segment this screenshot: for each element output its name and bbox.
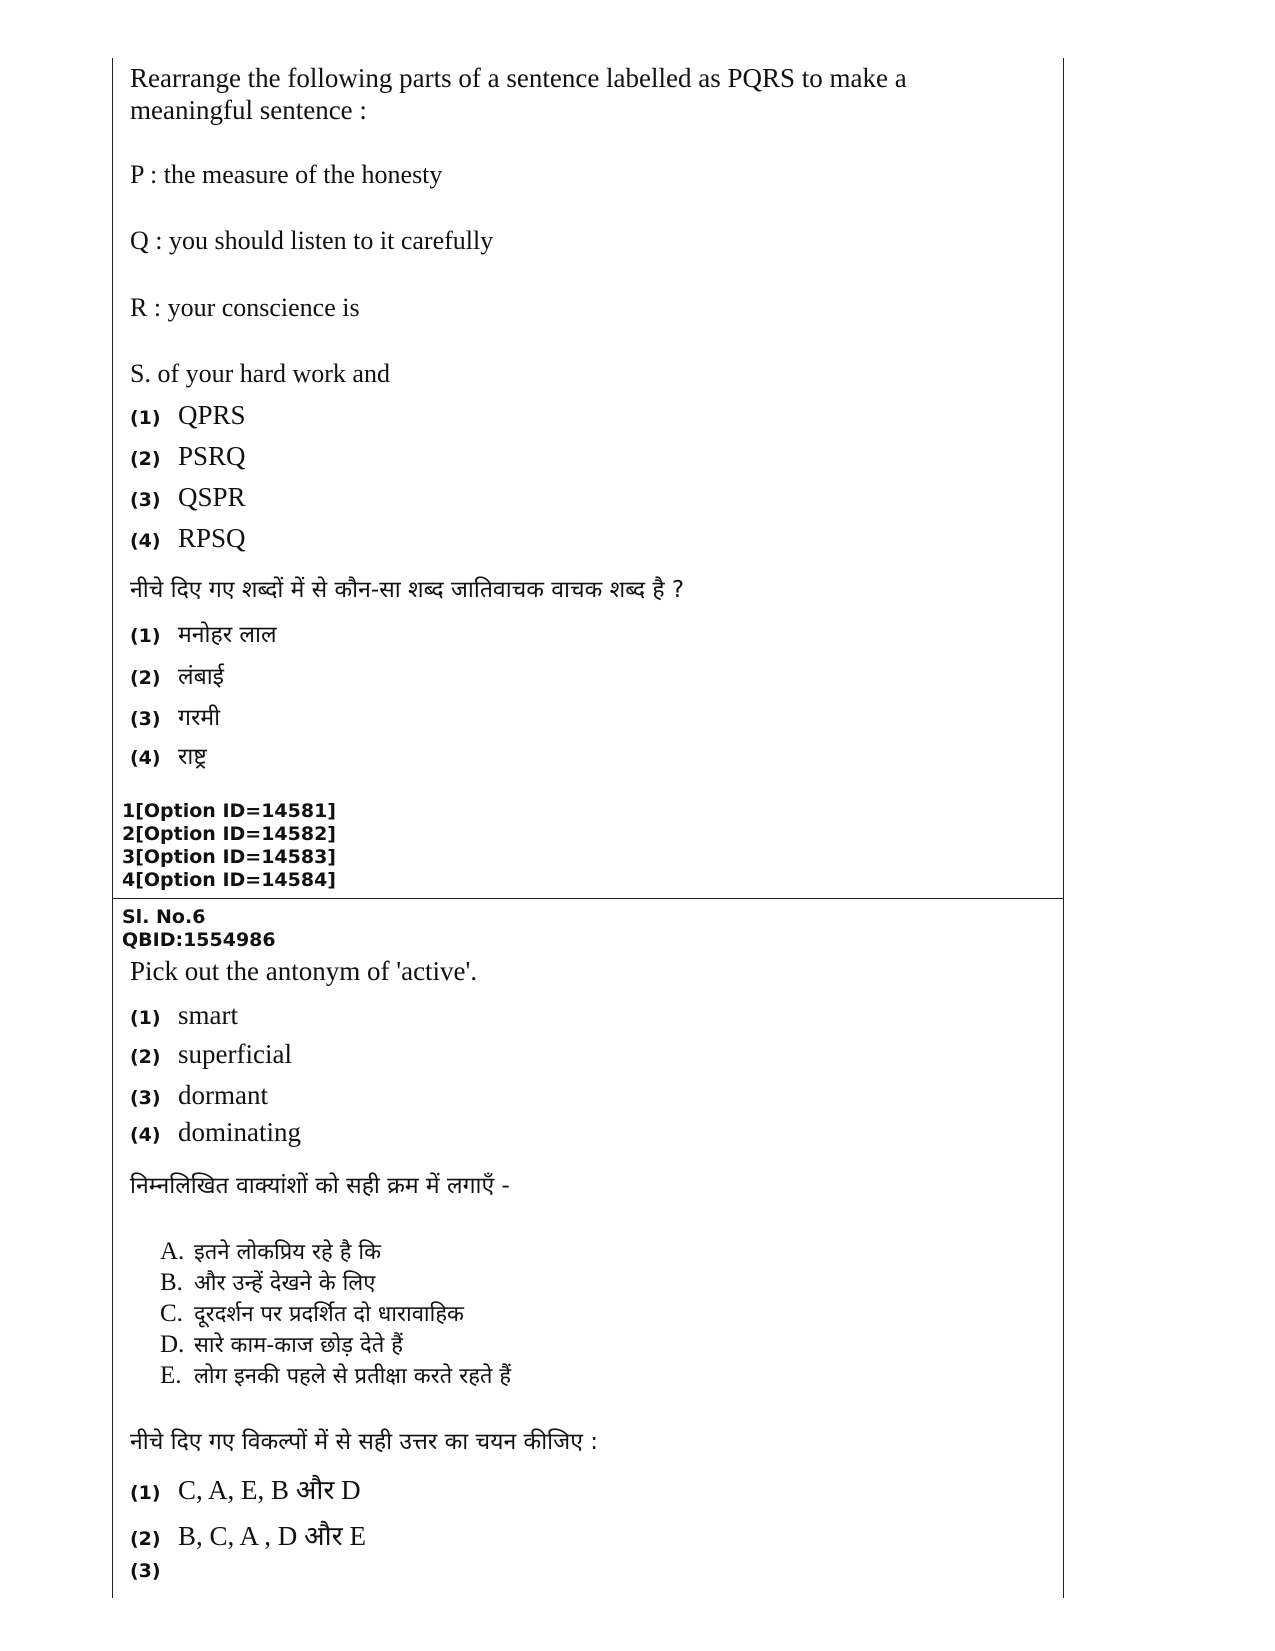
option-3[interactable] [130, 1080, 268, 1111]
option-id-3: 3[Option ID=14583] [122, 846, 336, 868]
option-id-2: 2[Option ID=14582] [122, 823, 336, 845]
option-text: लंबाई [178, 664, 224, 690]
hindi-option-2[interactable] [130, 659, 224, 691]
option-number: (1) [130, 1007, 161, 1029]
phrase-text: दूरदर्शन पर प्रदर्शित दो धारावाहिक [194, 1302, 464, 1327]
sentence-part-q: Q : you should listen to it carefully [130, 226, 494, 255]
phrase-item-d [160, 1329, 403, 1359]
right-border [1063, 58, 1064, 1598]
option-1[interactable] [130, 400, 246, 431]
phrase-label: C. [160, 1300, 183, 1327]
option-text: मनोहर लाल [178, 622, 277, 648]
option-number: (3) [130, 1087, 161, 1109]
option-id-1: 1[Option ID=14581] [122, 800, 336, 822]
option-number: (1) [130, 625, 161, 647]
hindi-option-1[interactable] [130, 1470, 361, 1507]
hindi-option-4[interactable] [130, 739, 207, 771]
phrase-label: D. [160, 1331, 185, 1358]
serial-number: Sl. No.6 [122, 906, 206, 928]
hindi-choose-instruction: नीचे दिए गए विकल्पों में से सही उत्तर का चयन कीजिए : [130, 1429, 598, 1455]
option-number: (3) [130, 489, 161, 511]
option-text: dormant [178, 1080, 268, 1110]
hindi-question-stem: निम्नलिखित वाक्यांशों को सही क्रम में लगाएँ - [130, 1173, 510, 1199]
option-number: (1) [130, 407, 161, 429]
option-text: PSRQ [178, 441, 246, 471]
option-text: smart [178, 1000, 238, 1030]
option-number: (3) [130, 1560, 161, 1582]
option-number: (4) [130, 747, 161, 769]
phrase-text: सारे काम-काज छोड़ देते हैं [194, 1333, 403, 1358]
option-text: RPSQ [178, 523, 246, 553]
option-number: (4) [130, 530, 161, 552]
option-1[interactable] [130, 1000, 238, 1031]
question-stem-line-2: meaningful sentence : [130, 95, 367, 125]
question-stem: Pick out the antonym of 'active'. [130, 956, 478, 986]
phrase-label: E. [160, 1362, 182, 1389]
option-number: (2) [130, 667, 161, 689]
option-number: (3) [130, 708, 161, 730]
option-text: superficial [178, 1039, 292, 1069]
option-text: गरमी [178, 705, 221, 731]
option-4[interactable] [130, 1117, 301, 1148]
phrase-item-a [160, 1236, 381, 1266]
option-number: (2) [130, 1046, 161, 1068]
option-text: QPRS [178, 400, 246, 430]
phrase-text: और उन्हें देखने के लिए [194, 1271, 376, 1296]
phrase-item-e [160, 1360, 511, 1390]
left-border [112, 58, 113, 1598]
sentence-part-s: S. of your hard work and [130, 359, 390, 388]
hindi-option-3[interactable] [130, 700, 220, 732]
sentence-part-r: R : your conscience is [130, 293, 360, 322]
option-number: (4) [130, 1124, 161, 1146]
option-number: (2) [130, 1528, 161, 1550]
option-2[interactable] [130, 1039, 292, 1070]
option-text: C, A, E, B और D [178, 1475, 361, 1505]
option-3[interactable] [130, 482, 246, 513]
hindi-option-2[interactable] [130, 1516, 366, 1553]
sentence-part-p: P : the measure of the honesty [130, 160, 443, 189]
row-divider [112, 898, 1064, 899]
option-text: राष्ट्र [178, 744, 207, 770]
option-text: dominating [178, 1117, 301, 1147]
option-4[interactable] [130, 523, 246, 554]
hindi-option-1[interactable] [130, 617, 277, 649]
option-number: (2) [130, 448, 161, 470]
option-text: B, C, A , D और E [178, 1521, 366, 1551]
phrase-text: इतने लोकप्रिय रहे है कि [194, 1240, 381, 1265]
hindi-option-3[interactable] [130, 1560, 178, 1582]
phrase-label: A. [160, 1238, 185, 1265]
option-text: QSPR [178, 482, 246, 512]
phrase-label: B. [160, 1269, 183, 1296]
phrase-item-c [160, 1298, 464, 1328]
question-bank-id: QBID:1554986 [122, 929, 276, 951]
question-stem-line-1: Rearrange the following parts of a sentence labelled as PQRS to make a [130, 63, 907, 93]
hindi-question-stem: नीचे दिए गए शब्दों में से कौन-सा शब्द जातिवाचक वाचक शब्द है ? [130, 577, 685, 603]
option-2[interactable] [130, 441, 246, 472]
phrase-item-b [160, 1267, 375, 1297]
option-number: (1) [130, 1482, 161, 1504]
option-id-4: 4[Option ID=14584] [122, 869, 336, 891]
phrase-text: लोग इनकी पहले से प्रतीक्षा करते रहते हैं [194, 1364, 512, 1389]
